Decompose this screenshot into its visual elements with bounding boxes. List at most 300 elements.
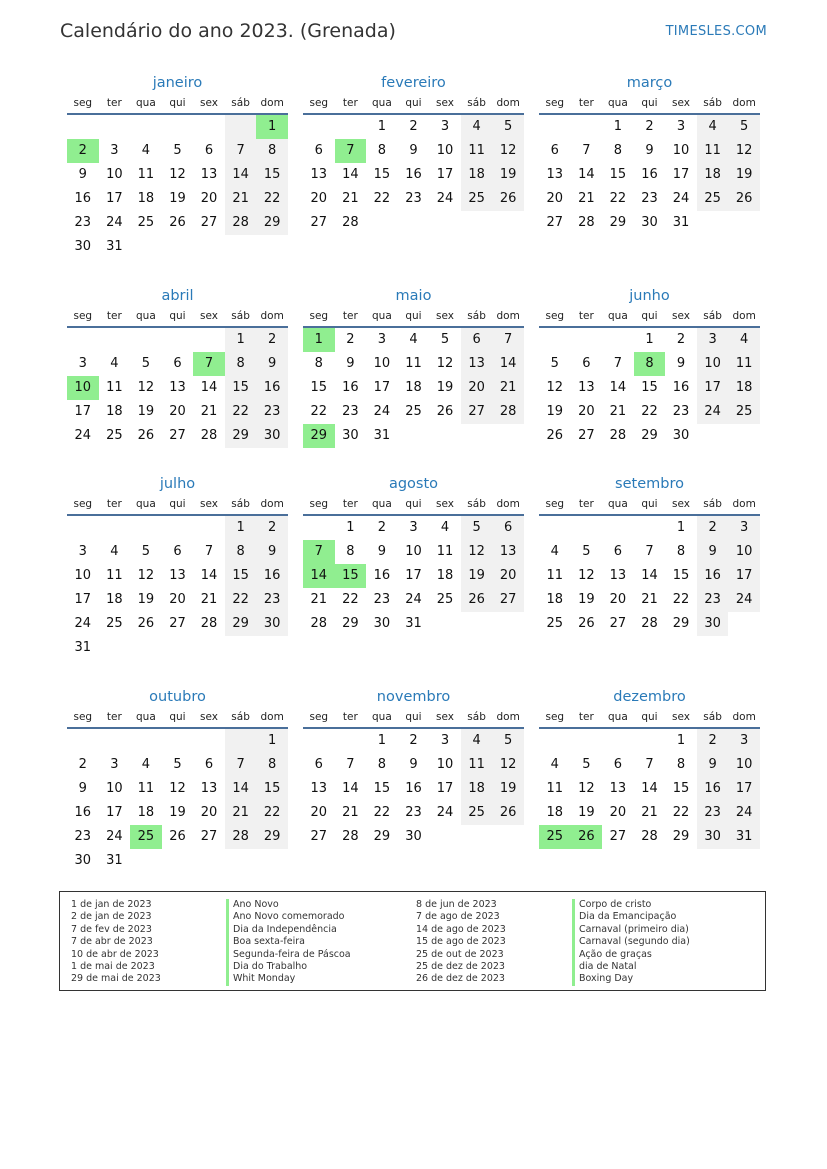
weekday-header: [303, 94, 524, 115]
empty-day-cell: [335, 729, 367, 753]
empty-day-cell: [162, 328, 194, 352]
day-cell: 20: [492, 564, 524, 588]
day-cell: 23: [373, 592, 391, 607]
empty-day-cell: [99, 328, 131, 352]
holiday-date: 8 de jun de 2023: [416, 899, 497, 910]
weekday-label: ter: [578, 97, 594, 109]
day-cell: 26: [137, 428, 155, 443]
day-cell: 21: [641, 805, 658, 820]
month-maio: [303, 285, 524, 448]
day-cell: 29: [342, 616, 359, 631]
empty-day-cell: [193, 115, 225, 139]
empty-day-cell: [193, 849, 225, 873]
day-cell: 27: [461, 400, 493, 424]
day-cell: 10: [436, 757, 454, 772]
day-cell: 16: [697, 777, 729, 801]
day-cell: 16: [74, 191, 92, 206]
day-cell: 13: [169, 568, 186, 583]
day-cell: 18: [461, 777, 493, 801]
day-cell: 9: [697, 753, 729, 777]
weekday-label: qui: [641, 97, 658, 109]
day-cell: 10: [405, 544, 422, 559]
week-row: [67, 328, 288, 352]
week-row: [67, 564, 288, 588]
weekday-label: qua: [372, 97, 392, 109]
day-cell: 22: [225, 588, 257, 612]
day-cell: 5: [582, 544, 591, 559]
day-cell: 8: [346, 544, 355, 559]
day-cell: 7: [645, 757, 654, 772]
holiday-name: Whit Monday: [226, 973, 351, 985]
day-cell: 14: [641, 781, 658, 796]
empty-day-cell: [162, 729, 194, 753]
day-cell: 30: [672, 428, 690, 443]
weekday-label: sex: [200, 310, 219, 322]
day-cell: 6: [204, 143, 214, 158]
holiday-day-cell: 15: [335, 564, 367, 588]
holiday-name: Ano Novo comemorado: [226, 911, 351, 923]
day-cell: 21: [492, 376, 524, 400]
weekday-label: sáb: [231, 310, 250, 322]
day-cell: 11: [546, 568, 564, 583]
week-row: [303, 115, 524, 139]
week-row: [303, 139, 524, 163]
week-row: [539, 376, 760, 400]
day-cell: 5: [550, 356, 559, 371]
day-cell: 3: [728, 729, 760, 753]
holiday-day-cell: 7: [303, 540, 335, 564]
empty-day-cell: [335, 115, 367, 139]
day-cell: 9: [256, 540, 288, 564]
day-cell: 15: [609, 167, 627, 182]
day-cell: 18: [436, 568, 454, 583]
empty-day-cell: [461, 612, 493, 636]
day-cell: 15: [672, 781, 690, 796]
holiday-name: Boxing Day: [572, 973, 690, 985]
day-cell: 24: [728, 588, 760, 612]
holiday-date: 7 de fev de 2023: [71, 923, 152, 935]
empty-day-cell: [728, 424, 760, 448]
day-cell: 9: [409, 757, 418, 772]
day-cell: 8: [377, 143, 387, 158]
weekday-header: [539, 495, 760, 516]
day-cell: 6: [314, 757, 323, 772]
empty-day-cell: [130, 235, 162, 259]
holiday-day-cell: 14: [303, 564, 335, 588]
weekday-label: dom: [732, 97, 756, 109]
month-novembro: [303, 686, 524, 849]
weekday-label: seg: [309, 498, 329, 510]
holiday-name: Dia da Emancipação: [572, 911, 690, 923]
weekday-label: seg: [545, 97, 565, 109]
day-cell: 7: [613, 356, 623, 371]
holiday-day-cell: 2: [67, 139, 99, 163]
weekday-header: [67, 94, 288, 115]
day-cell: 27: [310, 215, 328, 230]
day-cell: 2: [697, 729, 729, 753]
empty-day-cell: [728, 612, 760, 636]
day-cell: 30: [405, 829, 422, 844]
empty-day-cell: [571, 328, 603, 352]
day-cell: 13: [310, 167, 328, 182]
empty-day-cell: [429, 612, 461, 636]
week-row: [67, 187, 288, 211]
day-cell: 3: [409, 520, 418, 535]
day-cell: 31: [672, 215, 690, 230]
day-cell: 1: [225, 328, 257, 352]
empty-day-cell: [492, 424, 524, 448]
empty-day-cell: [461, 424, 493, 448]
weekday-label: sex: [200, 498, 219, 510]
day-cell: 17: [373, 380, 391, 395]
day-cell: 9: [377, 544, 387, 559]
holiday-name: Dia do Trabalho: [226, 961, 351, 973]
weekday-label: ter: [578, 310, 594, 322]
day-cell: 3: [676, 119, 686, 134]
empty-day-cell: [697, 211, 729, 235]
empty-day-cell: [539, 115, 571, 139]
day-cell: 1: [377, 733, 387, 748]
month-dezembro: [539, 686, 760, 849]
day-cell: 24: [106, 829, 123, 844]
weekday-label: qui: [169, 498, 186, 510]
month-março: [539, 72, 760, 235]
day-cell: 23: [405, 805, 422, 820]
day-cell: 5: [440, 332, 450, 347]
day-cell: 23: [697, 588, 729, 612]
week-row: [67, 825, 288, 849]
day-cell: 21: [310, 592, 328, 607]
day-cell: 12: [492, 139, 524, 163]
day-cell: 9: [256, 352, 288, 376]
week-row: [303, 163, 524, 187]
holiday-name: Ação de graças: [572, 949, 690, 961]
day-cell: 23: [342, 404, 359, 419]
weekday-header: [67, 708, 288, 729]
day-cell: 20: [461, 376, 493, 400]
weekday-label: qui: [169, 310, 186, 322]
day-cell: 20: [546, 191, 564, 206]
day-cell: 21: [225, 187, 257, 211]
weekday-label: dom: [496, 711, 520, 723]
day-cell: 22: [373, 191, 391, 206]
weekday-header: [67, 307, 288, 328]
day-cell: 11: [546, 781, 564, 796]
empty-day-cell: [571, 516, 603, 540]
weekday-label: ter: [578, 711, 594, 723]
day-cell: 4: [409, 332, 418, 347]
day-cell: 28: [200, 616, 218, 631]
empty-day-cell: [303, 516, 335, 540]
day-cell: 2: [697, 516, 729, 540]
week-row: [303, 352, 524, 376]
day-cell: 6: [582, 356, 591, 371]
holiday-name: Corpo de cristo: [572, 899, 690, 911]
day-cell: 14: [641, 568, 658, 583]
day-cell: 14: [200, 568, 218, 583]
month-name: maio: [395, 288, 432, 304]
day-cell: 28: [310, 616, 328, 631]
holiday-day-cell: 25: [130, 825, 162, 849]
weekday-label: qui: [405, 498, 422, 510]
day-cell: 19: [436, 380, 454, 395]
weekday-label: sex: [672, 498, 691, 510]
day-cell: 25: [461, 801, 493, 825]
day-cell: 26: [546, 428, 564, 443]
day-cell: 4: [110, 544, 119, 559]
week-row: [67, 612, 288, 636]
day-cell: 29: [225, 612, 257, 636]
brand-link[interactable]: TIMESLES.COM: [665, 24, 767, 39]
empty-day-cell: [697, 424, 729, 448]
day-cell: 18: [461, 163, 493, 187]
week-row: [67, 211, 288, 235]
day-cell: 13: [310, 781, 328, 796]
empty-day-cell: [130, 328, 162, 352]
day-cell: 20: [609, 592, 627, 607]
day-cell: 20: [609, 805, 627, 820]
day-cell: 15: [225, 564, 257, 588]
day-cell: 20: [169, 404, 186, 419]
day-cell: 15: [373, 781, 391, 796]
day-cell: 14: [225, 777, 257, 801]
day-cell: 5: [492, 115, 524, 139]
weekday-label: qui: [641, 498, 658, 510]
holiday-name: dia de Natal: [572, 961, 690, 973]
weekday-label: seg: [73, 711, 93, 723]
day-cell: 12: [578, 568, 595, 583]
week-row: [67, 115, 288, 139]
day-cell: 14: [342, 167, 359, 182]
month-janeiro: [67, 72, 288, 259]
day-cell: 16: [256, 376, 288, 400]
empty-day-cell: [193, 328, 225, 352]
day-cell: 4: [440, 520, 450, 535]
day-cell: 28: [225, 825, 257, 849]
day-cell: 18: [546, 805, 564, 820]
week-row: [303, 376, 524, 400]
empty-day-cell: [303, 729, 335, 753]
day-cell: 7: [204, 544, 214, 559]
week-row: [67, 352, 288, 376]
day-cell: 3: [78, 356, 87, 371]
day-cell: 26: [492, 801, 524, 825]
day-cell: 8: [676, 544, 686, 559]
weekday-label: qua: [608, 310, 628, 322]
day-cell: 17: [74, 592, 92, 607]
week-row: [67, 400, 288, 424]
empty-day-cell: [225, 729, 257, 753]
day-cell: 18: [728, 376, 760, 400]
day-cell: 23: [697, 801, 729, 825]
day-cell: 4: [461, 729, 493, 753]
day-cell: 28: [225, 211, 257, 235]
month-name: julho: [159, 476, 196, 492]
day-cell: 11: [137, 781, 155, 796]
day-cell: 31: [405, 616, 422, 631]
week-row: [303, 588, 524, 612]
day-cell: 28: [200, 428, 218, 443]
empty-day-cell: [492, 825, 524, 849]
week-row: [539, 352, 760, 376]
day-cell: 18: [546, 592, 564, 607]
week-row: [303, 516, 524, 540]
empty-day-cell: [429, 825, 461, 849]
day-cell: 5: [141, 356, 151, 371]
day-cell: 5: [492, 729, 524, 753]
empty-day-cell: [130, 849, 162, 873]
empty-day-cell: [67, 516, 99, 540]
weekday-label: dom: [496, 310, 520, 322]
empty-day-cell: [539, 729, 571, 753]
day-cell: 15: [225, 376, 257, 400]
holiday-day-cell: 10: [67, 376, 99, 400]
weekday-header: [539, 94, 760, 115]
day-cell: 16: [405, 167, 422, 182]
day-cell: 14: [200, 380, 218, 395]
day-cell: 29: [373, 829, 391, 844]
day-cell: 25: [697, 187, 729, 211]
day-cell: 4: [141, 757, 151, 772]
day-cell: 16: [342, 380, 359, 395]
empty-day-cell: [429, 211, 461, 235]
weekday-label: dom: [260, 711, 284, 723]
day-cell: 3: [440, 119, 450, 134]
day-cell: 6: [173, 356, 182, 371]
day-cell: 27: [492, 588, 524, 612]
day-cell: 2: [256, 328, 288, 352]
empty-day-cell: [303, 115, 335, 139]
day-cell: 29: [256, 211, 288, 235]
day-cell: 10: [728, 540, 760, 564]
week-row: [303, 187, 524, 211]
weekday-label: sex: [200, 97, 219, 109]
week-row: [539, 801, 760, 825]
day-cell: 26: [137, 616, 155, 631]
week-row: [303, 753, 524, 777]
empty-day-cell: [130, 636, 162, 660]
day-cell: 9: [346, 356, 355, 371]
day-cell: 13: [461, 352, 493, 376]
holiday-day-cell: 26: [571, 825, 603, 849]
day-cell: 2: [78, 757, 87, 772]
day-cell: 17: [74, 404, 92, 419]
weekday-label: sex: [672, 97, 691, 109]
month-name: janeiro: [152, 75, 203, 91]
day-cell: 24: [436, 191, 454, 206]
empty-day-cell: [461, 825, 493, 849]
day-cell: 5: [141, 544, 151, 559]
holiday-name: Segunda-feira de Páscoa: [226, 949, 351, 961]
day-cell: 11: [405, 356, 422, 371]
day-cell: 9: [409, 143, 418, 158]
day-cell: 31: [106, 239, 123, 254]
day-cell: 13: [200, 167, 218, 182]
holiday-name: Ano Novo: [226, 899, 351, 911]
day-cell: 10: [106, 167, 123, 182]
weekday-label: qua: [608, 711, 628, 723]
holiday-date: 15 de ago de 2023: [416, 936, 506, 948]
month-name: junho: [629, 288, 670, 304]
weekday-label: sáb: [703, 310, 722, 322]
day-cell: 3: [697, 328, 729, 352]
day-cell: 5: [728, 115, 760, 139]
day-cell: 10: [697, 352, 729, 376]
week-row: [539, 211, 760, 235]
day-cell: 23: [672, 404, 690, 419]
day-cell: 10: [74, 568, 92, 583]
day-cell: 30: [697, 612, 729, 636]
week-row: [539, 139, 760, 163]
day-cell: 22: [672, 592, 690, 607]
empty-day-cell: [398, 424, 430, 448]
weekday-label: ter: [106, 97, 122, 109]
day-cell: 21: [609, 404, 627, 419]
empty-day-cell: [539, 516, 571, 540]
day-cell: 29: [672, 829, 690, 844]
day-cell: 26: [169, 215, 186, 230]
day-cell: 22: [225, 400, 257, 424]
empty-day-cell: [193, 235, 225, 259]
day-cell: 21: [225, 801, 257, 825]
week-row: [539, 163, 760, 187]
day-cell: 4: [550, 757, 559, 772]
empty-day-cell: [602, 328, 634, 352]
holiday-dates-left: [71, 899, 161, 986]
empty-day-cell: [193, 729, 225, 753]
day-cell: 16: [405, 781, 422, 796]
day-cell: 28: [609, 428, 627, 443]
day-cell: 12: [546, 380, 564, 395]
day-cell: 28: [342, 829, 359, 844]
day-cell: 1: [377, 119, 387, 134]
day-cell: 30: [256, 612, 288, 636]
week-row: [303, 211, 524, 235]
day-cell: 28: [641, 829, 658, 844]
day-cell: 16: [697, 564, 729, 588]
day-cell: 18: [106, 404, 123, 419]
day-cell: 17: [697, 376, 729, 400]
day-cell: 24: [373, 404, 391, 419]
week-row: [67, 729, 288, 753]
day-cell: 4: [728, 328, 760, 352]
day-cell: 9: [645, 143, 654, 158]
weekday-label: seg: [309, 310, 329, 322]
day-cell: 7: [225, 139, 257, 163]
day-cell: 3: [377, 332, 387, 347]
day-cell: 20: [310, 805, 328, 820]
day-cell: 18: [137, 191, 155, 206]
weekday-label: dom: [732, 310, 756, 322]
day-cell: 21: [200, 404, 218, 419]
week-row: [67, 777, 288, 801]
day-cell: 21: [342, 191, 359, 206]
empty-day-cell: [366, 211, 398, 235]
empty-day-cell: [634, 516, 666, 540]
day-cell: 8: [377, 757, 387, 772]
weekday-label: ter: [342, 97, 358, 109]
month-setembro: [539, 473, 760, 636]
day-cell: 6: [613, 544, 623, 559]
day-cell: 30: [74, 239, 92, 254]
month-junho: [539, 285, 760, 448]
day-cell: 7: [492, 328, 524, 352]
week-row: [303, 612, 524, 636]
day-cell: 24: [728, 801, 760, 825]
day-cell: 3: [728, 516, 760, 540]
day-cell: 17: [436, 781, 454, 796]
day-cell: 11: [106, 380, 123, 395]
